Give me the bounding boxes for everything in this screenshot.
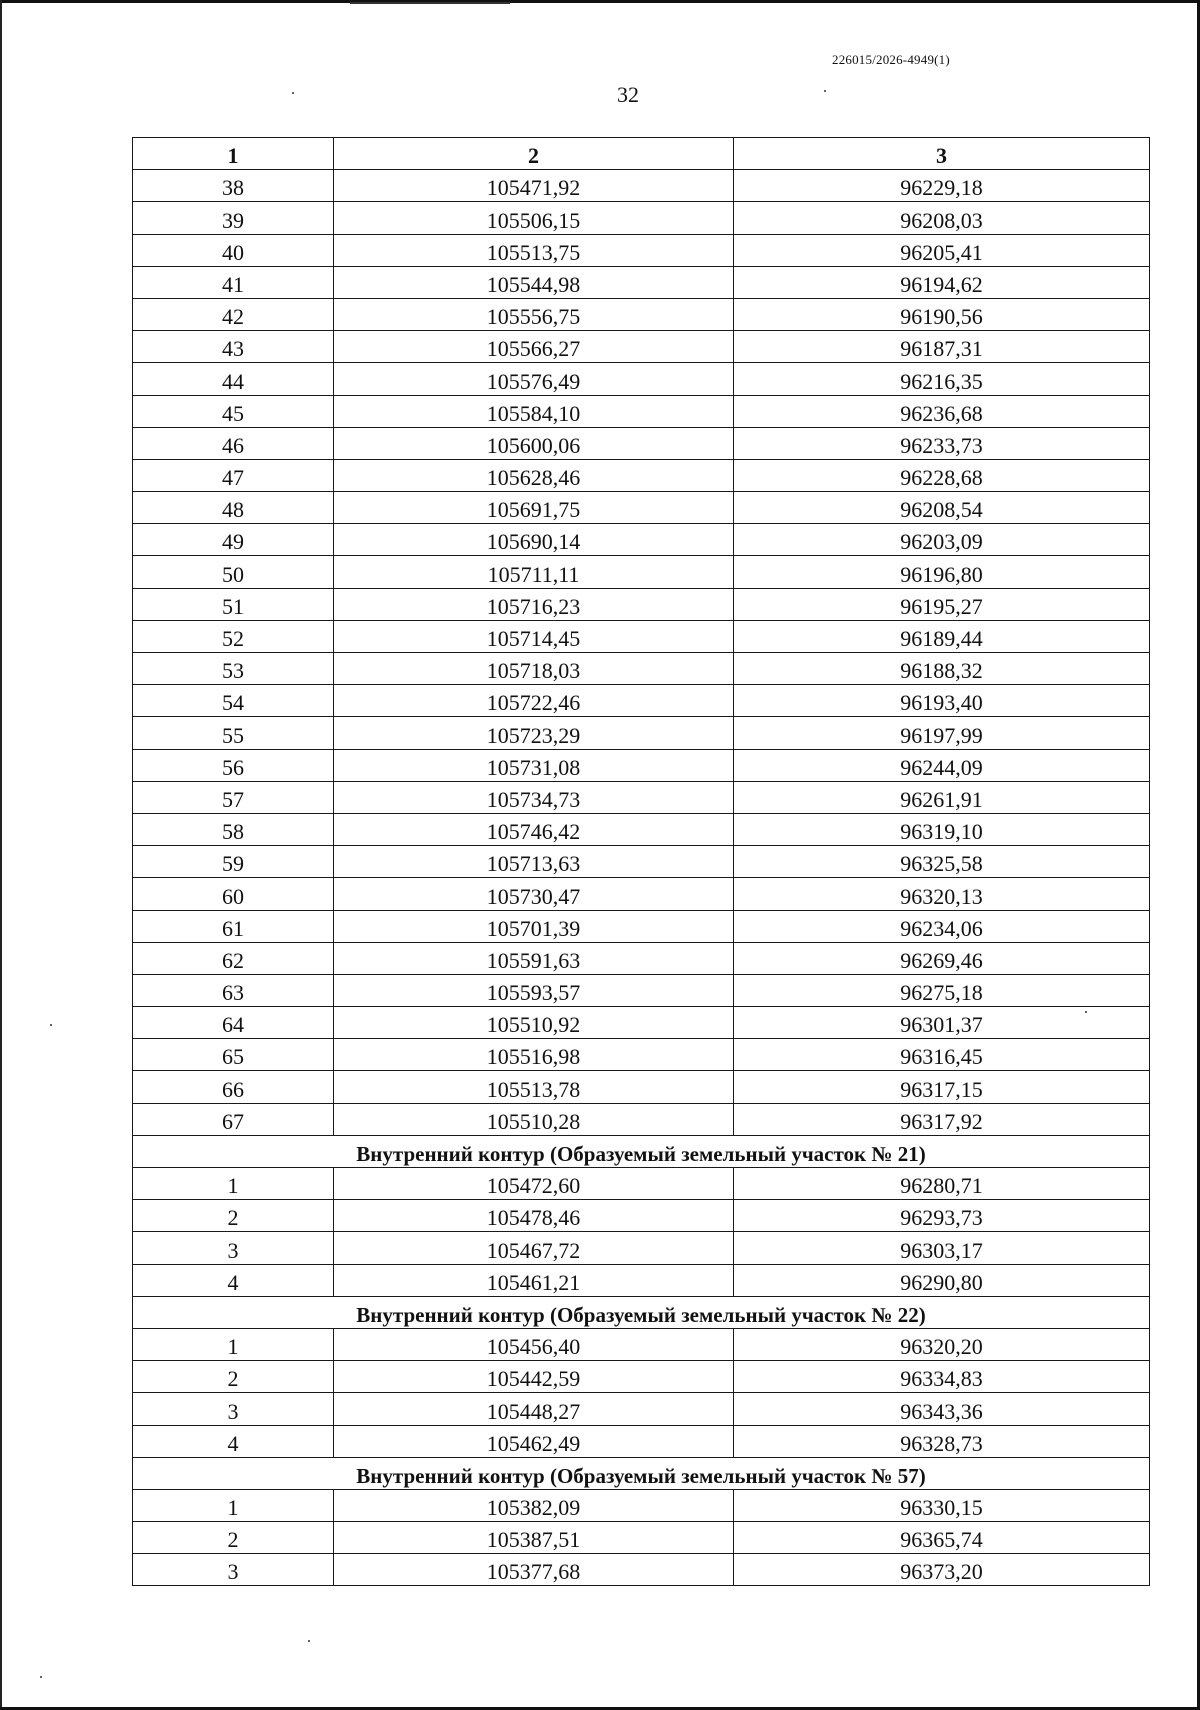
table-row <box>133 1361 1150 1393</box>
point-number-cell: 66 <box>133 1071 334 1103</box>
point-number-cell: 62 <box>133 942 334 974</box>
point-number-cell: 42 <box>133 298 334 330</box>
table-row <box>133 749 1150 781</box>
section-title-row <box>133 1296 1150 1328</box>
y-coordinate-cell: 96195,27 <box>734 588 1150 620</box>
y-coordinate-cell: 96269,46 <box>734 942 1150 974</box>
section-title-row <box>133 1135 1150 1167</box>
y-coordinate-cell: 96373,20 <box>734 1554 1150 1586</box>
y-coordinate-cell: 96203,09 <box>734 524 1150 556</box>
point-number-cell: 67 <box>133 1103 334 1135</box>
y-coordinate-cell: 96330,15 <box>734 1489 1150 1521</box>
document-reference: 226015/2026-4949(1) <box>832 52 950 67</box>
x-coordinate-cell: 105387,51 <box>334 1522 734 1554</box>
x-coordinate-cell: 105722,46 <box>334 685 734 717</box>
table-row <box>133 620 1150 652</box>
x-coordinate-cell: 105716,23 <box>334 588 734 620</box>
x-coordinate-cell: 105478,46 <box>334 1200 734 1232</box>
point-number-cell: 2 <box>133 1200 334 1232</box>
table-row <box>133 846 1150 878</box>
y-coordinate-cell: 96208,54 <box>734 492 1150 524</box>
table-row <box>133 395 1150 427</box>
table-row <box>133 363 1150 395</box>
coordinates-table <box>132 137 1150 1586</box>
table-row <box>133 459 1150 491</box>
y-coordinate-cell: 96236,68 <box>734 395 1150 427</box>
table-row <box>133 170 1150 202</box>
x-coordinate-cell: 105714,45 <box>334 620 734 652</box>
x-coordinate-cell: 105442,59 <box>334 1361 734 1393</box>
point-number-cell: 57 <box>133 781 334 813</box>
point-number-cell: 56 <box>133 749 334 781</box>
table-row <box>133 556 1150 588</box>
point-number-cell: 50 <box>133 556 334 588</box>
x-coordinate-cell: 105691,75 <box>334 492 734 524</box>
x-coordinate-cell: 105506,15 <box>334 202 734 234</box>
table-header-row <box>133 138 1150 170</box>
table-row <box>133 1007 1150 1039</box>
table-row <box>133 878 1150 910</box>
table-row <box>133 1328 1150 1360</box>
x-coordinate-cell: 105730,47 <box>334 878 734 910</box>
point-number-cell: 59 <box>133 846 334 878</box>
section-title: Внутренний контур (Образуемый земельный участок № 21) <box>133 1135 1150 1167</box>
point-number-cell: 60 <box>133 878 334 910</box>
y-coordinate-cell: 96193,40 <box>734 685 1150 717</box>
table-row <box>133 588 1150 620</box>
x-coordinate-cell: 105544,98 <box>334 266 734 298</box>
point-number-cell: 3 <box>133 1554 334 1586</box>
x-coordinate-cell: 105718,03 <box>334 653 734 685</box>
table-row <box>133 298 1150 330</box>
table-row <box>133 202 1150 234</box>
table-row <box>133 1393 1150 1425</box>
y-coordinate-cell: 96205,41 <box>734 234 1150 266</box>
table-row <box>133 492 1150 524</box>
point-number-cell: 65 <box>133 1039 334 1071</box>
section-title-row <box>133 1457 1150 1489</box>
y-coordinate-cell: 96317,92 <box>734 1103 1150 1135</box>
y-coordinate-cell: 96280,71 <box>734 1168 1150 1200</box>
table-row <box>133 266 1150 298</box>
y-coordinate-cell: 96228,68 <box>734 459 1150 491</box>
table-row <box>133 524 1150 556</box>
y-coordinate-cell: 96328,73 <box>734 1425 1150 1457</box>
x-coordinate-cell: 105510,28 <box>334 1103 734 1135</box>
y-coordinate-cell: 96325,58 <box>734 846 1150 878</box>
y-coordinate-cell: 96343,36 <box>734 1393 1150 1425</box>
point-number-cell: 3 <box>133 1232 334 1264</box>
point-number-cell: 38 <box>133 170 334 202</box>
point-number-cell: 41 <box>133 266 334 298</box>
scan-speck <box>50 1024 52 1026</box>
x-coordinate-cell: 105593,57 <box>334 974 734 1006</box>
x-coordinate-cell: 105382,09 <box>334 1489 734 1521</box>
y-coordinate-cell: 96233,73 <box>734 427 1150 459</box>
y-coordinate-cell: 96275,18 <box>734 974 1150 1006</box>
y-coordinate-cell: 96229,18 <box>734 170 1150 202</box>
point-number-cell: 2 <box>133 1361 334 1393</box>
point-number-cell: 45 <box>133 395 334 427</box>
x-coordinate-cell: 105576,49 <box>334 363 734 395</box>
section-title: Внутренний контур (Образуемый земельный участок № 22) <box>133 1296 1150 1328</box>
table-row <box>133 1522 1150 1554</box>
x-coordinate-cell: 105731,08 <box>334 749 734 781</box>
y-coordinate-cell: 96190,56 <box>734 298 1150 330</box>
point-number-cell: 1 <box>133 1168 334 1200</box>
y-coordinate-cell: 96320,13 <box>734 878 1150 910</box>
y-coordinate-cell: 96188,32 <box>734 653 1150 685</box>
point-number-cell: 47 <box>133 459 334 491</box>
y-coordinate-cell: 96187,31 <box>734 331 1150 363</box>
table-row <box>133 974 1150 1006</box>
point-number-cell: 61 <box>133 910 334 942</box>
table-row <box>133 717 1150 749</box>
y-coordinate-cell: 96320,20 <box>734 1328 1150 1360</box>
coordinates-table-body <box>133 138 1150 1586</box>
x-coordinate-cell: 105462,49 <box>334 1425 734 1457</box>
table-row <box>133 1425 1150 1457</box>
x-coordinate-cell: 105591,63 <box>334 942 734 974</box>
point-number-cell: 54 <box>133 685 334 717</box>
x-coordinate-cell: 105701,39 <box>334 910 734 942</box>
table-row <box>133 331 1150 363</box>
point-number-cell: 46 <box>133 427 334 459</box>
point-number-cell: 2 <box>133 1522 334 1554</box>
table-row <box>133 1071 1150 1103</box>
x-coordinate-cell: 105690,14 <box>334 524 734 556</box>
point-number-cell: 4 <box>133 1425 334 1457</box>
scan-border-left <box>0 0 2 1710</box>
y-coordinate-cell: 96293,73 <box>734 1200 1150 1232</box>
y-coordinate-cell: 96317,15 <box>734 1071 1150 1103</box>
table-row <box>133 1232 1150 1264</box>
point-number-cell: 52 <box>133 620 334 652</box>
x-coordinate-cell: 105584,10 <box>334 395 734 427</box>
table-row <box>133 1103 1150 1135</box>
table-row <box>133 1489 1150 1521</box>
point-number-cell: 1 <box>133 1328 334 1360</box>
table-row <box>133 1039 1150 1071</box>
scan-speck <box>308 1640 310 1642</box>
point-number-cell: 48 <box>133 492 334 524</box>
point-number-cell: 43 <box>133 331 334 363</box>
y-coordinate-cell: 96197,99 <box>734 717 1150 749</box>
column-header: 3 <box>734 138 1150 170</box>
x-coordinate-cell: 105628,46 <box>334 459 734 491</box>
x-coordinate-cell: 105746,42 <box>334 813 734 845</box>
point-number-cell: 55 <box>133 717 334 749</box>
x-coordinate-cell: 105711,11 <box>334 556 734 588</box>
y-coordinate-cell: 96334,83 <box>734 1361 1150 1393</box>
point-number-cell: 58 <box>133 813 334 845</box>
x-coordinate-cell: 105456,40 <box>334 1328 734 1360</box>
x-coordinate-cell: 105723,29 <box>334 717 734 749</box>
x-coordinate-cell: 105471,92 <box>334 170 734 202</box>
point-number-cell: 40 <box>133 234 334 266</box>
x-coordinate-cell: 105516,98 <box>334 1039 734 1071</box>
table-row <box>133 813 1150 845</box>
column-header: 2 <box>334 138 734 170</box>
x-coordinate-cell: 105513,78 <box>334 1071 734 1103</box>
point-number-cell: 63 <box>133 974 334 1006</box>
x-coordinate-cell: 105510,92 <box>334 1007 734 1039</box>
point-number-cell: 4 <box>133 1264 334 1296</box>
section-title: Внутренний контур (Образуемый земельный участок № 57) <box>133 1457 1150 1489</box>
x-coordinate-cell: 105472,60 <box>334 1168 734 1200</box>
y-coordinate-cell: 96196,80 <box>734 556 1150 588</box>
point-number-cell: 3 <box>133 1393 334 1425</box>
table-row <box>133 653 1150 685</box>
page-number: 32 <box>617 82 639 107</box>
point-number-cell: 49 <box>133 524 334 556</box>
table-row <box>133 685 1150 717</box>
table-row <box>133 910 1150 942</box>
x-coordinate-cell: 105461,21 <box>334 1264 734 1296</box>
y-coordinate-cell: 96216,35 <box>734 363 1150 395</box>
x-coordinate-cell: 105600,06 <box>334 427 734 459</box>
point-number-cell: 64 <box>133 1007 334 1039</box>
x-coordinate-cell: 105377,68 <box>334 1554 734 1586</box>
table-row <box>133 1200 1150 1232</box>
y-coordinate-cell: 96261,91 <box>734 781 1150 813</box>
y-coordinate-cell: 96244,09 <box>734 749 1150 781</box>
column-header: 1 <box>133 138 334 170</box>
y-coordinate-cell: 96365,74 <box>734 1522 1150 1554</box>
y-coordinate-cell: 96316,45 <box>734 1039 1150 1071</box>
scan-border-mark <box>350 2 510 4</box>
y-coordinate-cell: 96189,44 <box>734 620 1150 652</box>
y-coordinate-cell: 96208,03 <box>734 202 1150 234</box>
point-number-cell: 1 <box>133 1489 334 1521</box>
table-row <box>133 1554 1150 1586</box>
scan-border-top <box>0 0 1200 3</box>
y-coordinate-cell: 96194,62 <box>734 266 1150 298</box>
x-coordinate-cell: 105513,75 <box>334 234 734 266</box>
x-coordinate-cell: 105713,63 <box>334 846 734 878</box>
y-coordinate-cell: 96234,06 <box>734 910 1150 942</box>
table-row <box>133 781 1150 813</box>
x-coordinate-cell: 105566,27 <box>334 331 734 363</box>
y-coordinate-cell: 96303,17 <box>734 1232 1150 1264</box>
point-number-cell: 53 <box>133 653 334 685</box>
y-coordinate-cell: 96319,10 <box>734 813 1150 845</box>
point-number-cell: 39 <box>133 202 334 234</box>
x-coordinate-cell: 105556,75 <box>334 298 734 330</box>
table-row <box>133 942 1150 974</box>
x-coordinate-cell: 105448,27 <box>334 1393 734 1425</box>
x-coordinate-cell: 105467,72 <box>334 1232 734 1264</box>
table-row <box>133 234 1150 266</box>
point-number-cell: 51 <box>133 588 334 620</box>
table-row <box>133 1264 1150 1296</box>
y-coordinate-cell: 96301,37 <box>734 1007 1150 1039</box>
scan-speck <box>40 1676 42 1678</box>
x-coordinate-cell: 105734,73 <box>334 781 734 813</box>
coordinates-table-container <box>132 137 1149 1586</box>
point-number-cell: 44 <box>133 363 334 395</box>
y-coordinate-cell: 96290,80 <box>734 1264 1150 1296</box>
table-row <box>133 427 1150 459</box>
table-row <box>133 1168 1150 1200</box>
